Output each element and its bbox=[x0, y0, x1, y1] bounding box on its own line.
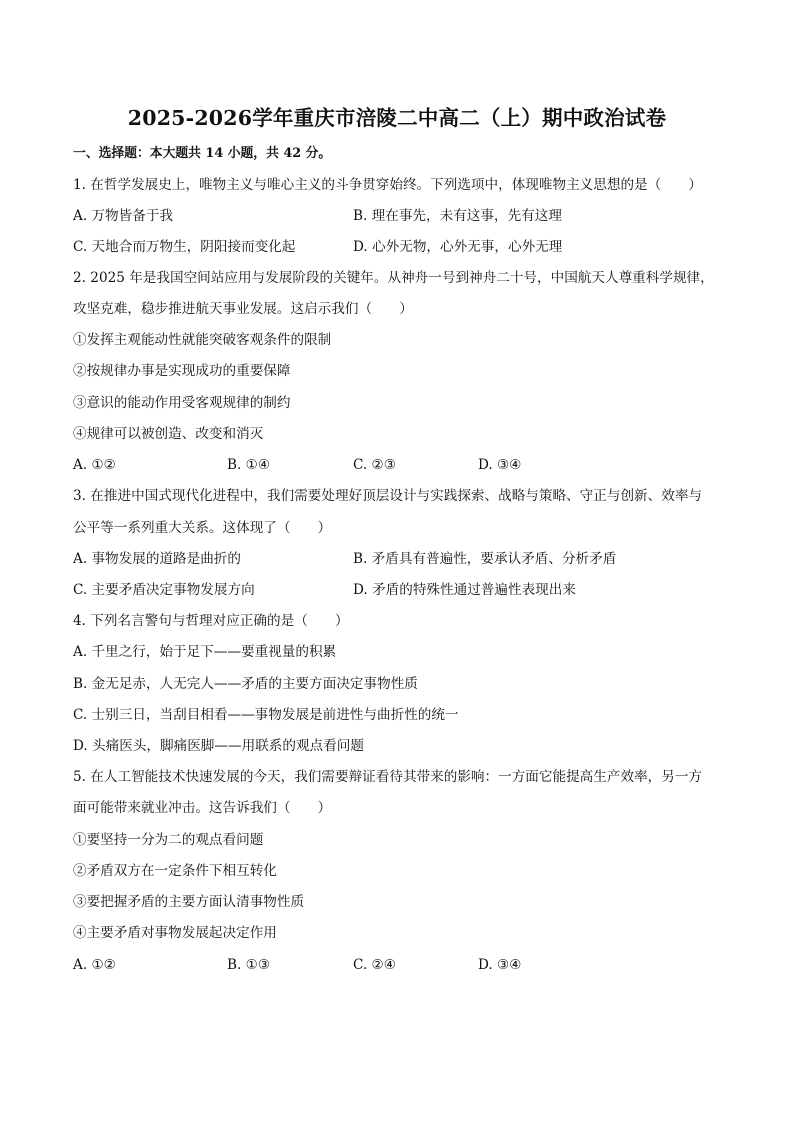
q4-option-b: B. 金无足赤，人无完人——矛盾的主要方面决定事物性质 bbox=[73, 676, 418, 692]
q1-option-b: B. 理在事先，未有这事，先有这理 bbox=[353, 208, 562, 224]
q2-stem-line2: 攻坚克难，稳步推进航天事业发展。这启示我们（ ） bbox=[73, 301, 413, 317]
q5-stem-line1: 5. 在人工智能技术快速发展的今天，我们需要辩证看待其带来的影响：一方面它能提高生产效率，另一方 bbox=[73, 769, 703, 785]
q1-option-d: D. 心外无物，心外无事，心外无理 bbox=[353, 239, 563, 255]
section-heading: 一、选择题：本大题共 14 小题，共 42 分。 bbox=[73, 146, 332, 161]
q2-stem-line1: 2. 2025 年是我国空间站应用与发展阶段的关键年。从神舟一号到神舟二十号，中国航天人尊重科学规律， bbox=[73, 270, 714, 286]
q2-statement-3: ③意识的能动作用受客观规律的制约 bbox=[73, 395, 291, 411]
q4-stem: 4. 下列名言警句与哲理对应正确的是（ ） bbox=[73, 613, 349, 629]
q5-option-a: A. ①② bbox=[73, 957, 116, 973]
q5-statement-3: ③要把握矛盾的主要方面认清事物性质 bbox=[73, 894, 305, 910]
q3-stem-line2: 公平等一系列重大关系。这体现了（ ） bbox=[73, 520, 332, 536]
q5-option-d: D. ③④ bbox=[478, 957, 522, 973]
q3-option-d: D. 矛盾的特殊性通过普遍性表现出来 bbox=[353, 582, 576, 598]
q5-option-c: C. ②④ bbox=[353, 957, 396, 973]
q5-statement-1: ①要坚持一分为二的观点看问题 bbox=[73, 832, 264, 848]
q3-option-b: B. 矛盾具有普遍性，要承认矛盾、分析矛盾 bbox=[353, 551, 617, 567]
q2-option-a: A. ①② bbox=[73, 457, 116, 473]
q1-option-a: A. 万物皆备于我 bbox=[73, 208, 174, 224]
q2-option-d: D. ③④ bbox=[478, 457, 522, 473]
q1-option-c: C. 天地合而万物生，阴阳接而变化起 bbox=[73, 239, 296, 255]
q2-option-c: C. ②③ bbox=[353, 457, 396, 473]
q2-option-b: B. ①④ bbox=[227, 457, 271, 473]
q3-stem-line1: 3. 在推进中国式现代化进程中，我们需要处理好顶层设计与实践探索、战略与策略、守正与创新、效率与 bbox=[73, 488, 703, 504]
q4-option-d: D. 头痛医头，脚痛医脚——用联系的观点看问题 bbox=[73, 738, 364, 754]
page-title: 2025-2026学年重庆市涪陵二中高二（上）期中政治试卷 bbox=[127, 106, 667, 130]
q2-statement-2: ②按规律办事是实现成功的重要保障 bbox=[73, 363, 291, 379]
q5-stem-line2: 面可能带来就业冲击。这告诉我们（ ） bbox=[73, 800, 332, 816]
q5-statement-4: ④主要矛盾对事物发展起决定作用 bbox=[73, 925, 277, 941]
q2-statement-4: ④规律可以被创造、改变和消灭 bbox=[73, 426, 264, 442]
q3-option-a: A. 事物发展的道路是曲折的 bbox=[73, 551, 241, 567]
q4-option-c: C. 士别三日，当刮目相看——事物发展是前进性与曲折性的统一 bbox=[73, 707, 459, 723]
q1-stem: 1. 在哲学发展史上，唯物主义与唯心主义的斗争贯穿始终。下列选项中，体现唯物主义思想的是（ ） bbox=[73, 177, 703, 193]
q3-option-c: C. 主要矛盾决定事物发展方向 bbox=[73, 582, 255, 598]
q5-statement-2: ②矛盾双方在一定条件下相互转化 bbox=[73, 863, 277, 879]
q5-option-b: B. ①③ bbox=[227, 957, 271, 973]
q2-statement-1: ①发挥主观能动性就能突破客观条件的限制 bbox=[73, 332, 332, 348]
q4-option-a: A. 千里之行，始于足下——要重视量的积累 bbox=[73, 644, 337, 660]
